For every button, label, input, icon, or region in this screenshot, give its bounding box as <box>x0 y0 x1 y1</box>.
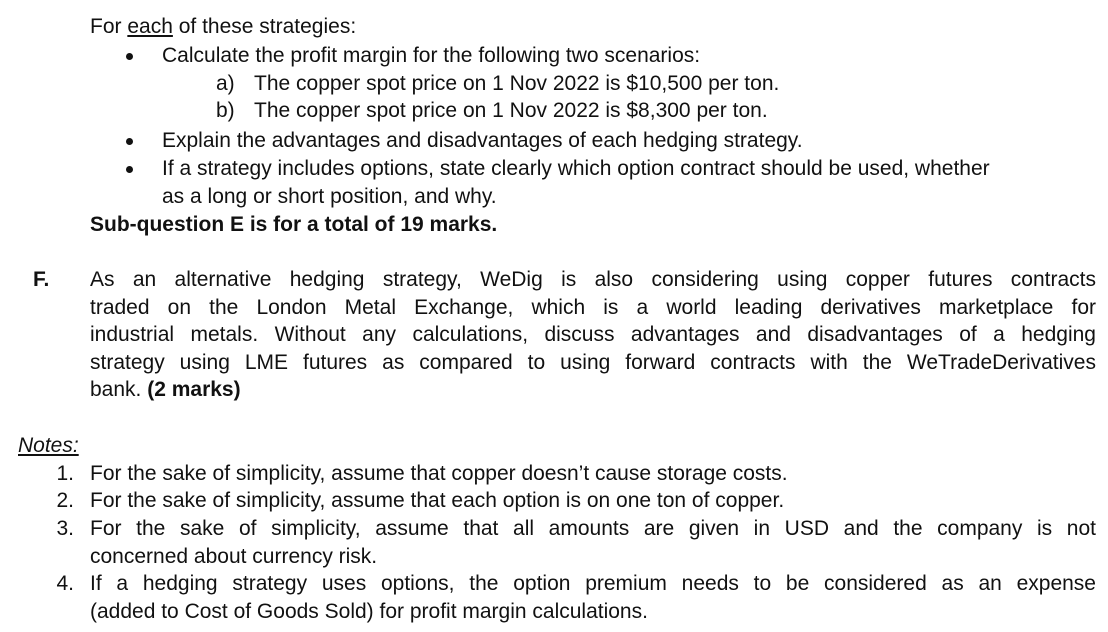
note-3-line-1: For the sake of simplicity, assume that all amounts are given in USD and the company is not <box>90 517 1096 540</box>
notes-title: Notes: <box>18 434 79 457</box>
intro-suffix: of these strategies: <box>172 15 357 38</box>
section-f-marks: (2 marks) <box>147 378 241 401</box>
note-1-text: For the sake of simplicity, assume that copper doesn’t cause storage costs. <box>90 462 788 485</box>
section-f-body <box>90 266 1096 404</box>
scenario-a-text: The copper spot price on 1 Nov 2022 is $10,500 per ton. <box>254 72 780 95</box>
note-3-body <box>90 515 1096 570</box>
scenario-a-label: a) <box>216 72 235 95</box>
section-f-line-2: traded on the London Metal Exchange, which is a world leading derivatives marketplace for <box>90 295 1096 319</box>
note-2-number: 2. <box>56 489 74 512</box>
section-f-line-3: industrial metals. Without any calculations, discuss advantages and disadvantages of a hedging <box>90 323 1096 346</box>
bullet-3-line-1: If a strategy includes options, state clearly which option contract should be used, whether <box>162 157 990 180</box>
scenario-b-text: The copper spot price on 1 Nov 2022 is $8,300 per ton. <box>254 99 768 122</box>
note-4-body <box>90 570 1096 625</box>
section-f-line-5-text: bank. <box>90 378 148 401</box>
section-f-line-5 <box>90 376 1096 404</box>
note-4-line-2: (added to Cost of Goods Sold) for profit margin calculations. <box>90 599 648 623</box>
section-f-line-4: strategy using LME futures as compared to using forward contracts with the WeTradeDerivatives <box>90 350 1096 374</box>
bullet-1: Calculate the profit margin for the following two scenarios: <box>162 44 701 67</box>
note-2-text: For the sake of simplicity, assume that each option is on one ton of copper. <box>90 489 785 512</box>
sub-question-e-marks: Sub-question E is for a total of 19 marks. <box>90 213 498 236</box>
bullet-2: Explain the advantages and disadvantages of each hedging strategy. <box>162 129 803 152</box>
scenario-b-label: b) <box>216 99 235 122</box>
intro-line <box>90 13 356 41</box>
bullet-dot-1 <box>126 53 133 60</box>
section-f-line-1: As an alternative hedging strategy, WeDig is also considering using copper futures contracts <box>90 268 1096 291</box>
note-1-number: 1. <box>56 462 74 485</box>
section-f-label: F. <box>33 268 50 291</box>
bullet-dot-3 <box>126 166 133 173</box>
intro-prefix: For <box>90 15 128 38</box>
note-4-number: 4. <box>56 572 74 595</box>
note-3-line-2: concerned about currency risk. <box>90 544 378 568</box>
intro-each: each <box>127 15 173 38</box>
note-3-number: 3. <box>56 517 74 540</box>
bullet-3-line-2: as a long or short position, and why. <box>162 185 497 208</box>
note-4-line-1: If a hedging strategy uses options, the option premium needs to be considered as an expense <box>90 572 1096 595</box>
bullet-dot-2 <box>126 138 133 145</box>
